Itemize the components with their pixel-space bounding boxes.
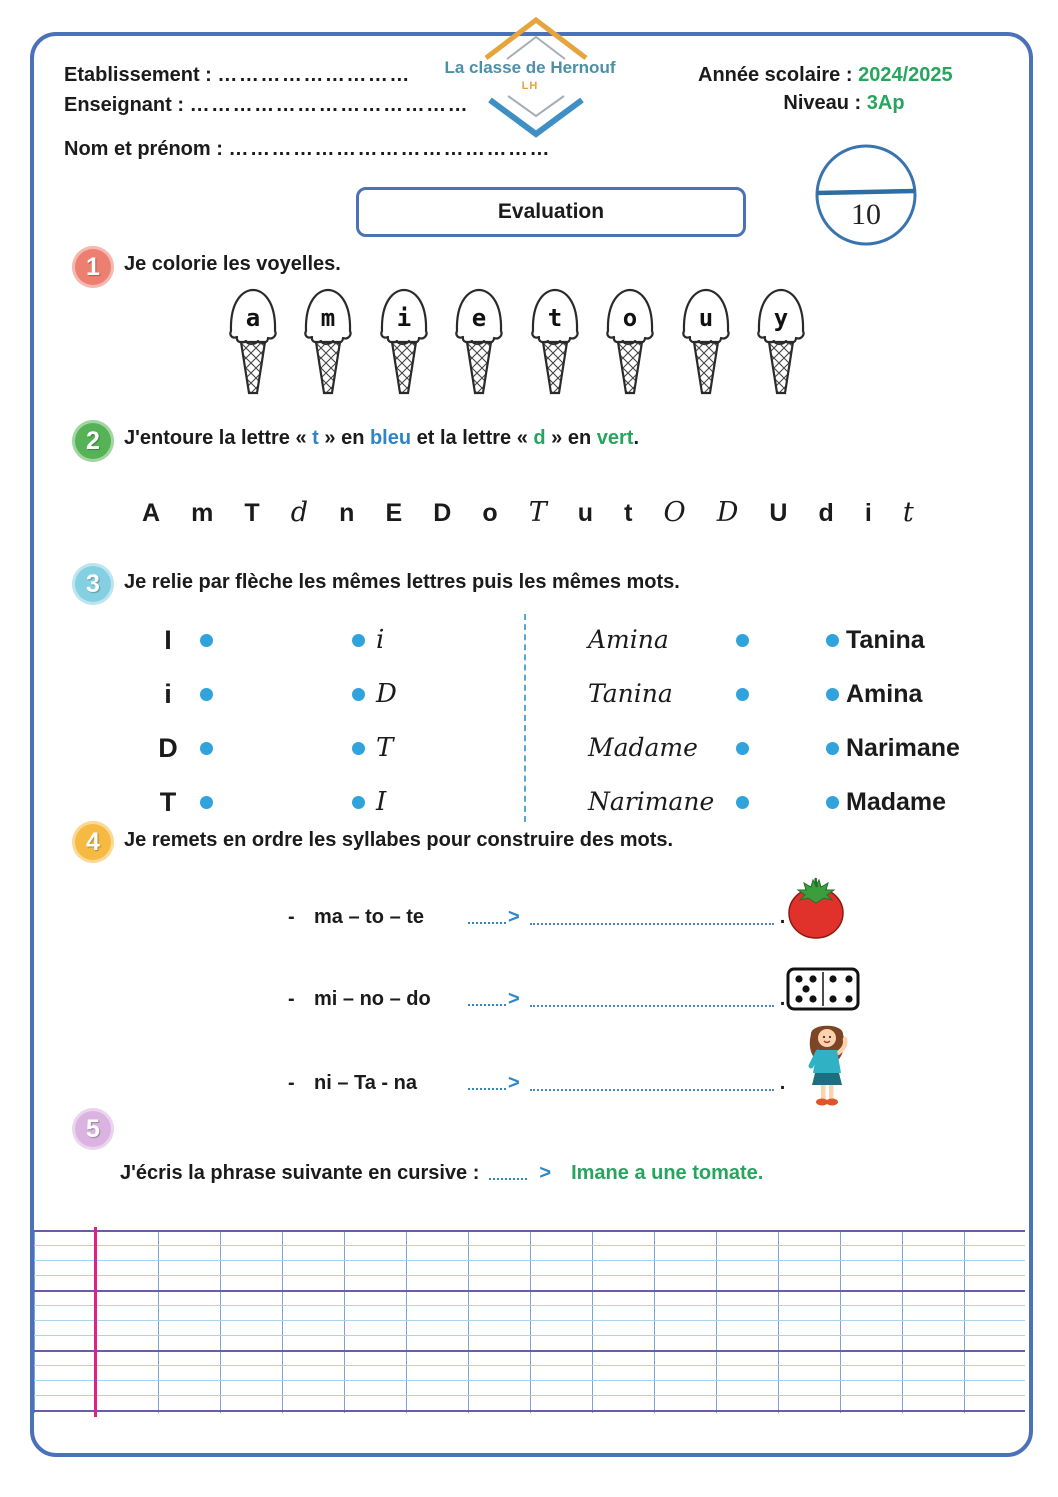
connector-dot xyxy=(352,742,365,755)
evaluation-title-box xyxy=(356,187,746,237)
cursive-word: Tanina xyxy=(588,679,673,708)
answer-period: . xyxy=(779,905,786,928)
exercise5-row xyxy=(120,1162,763,1185)
ice-cream-cone-icon xyxy=(221,283,285,397)
matching-row xyxy=(0,726,1058,770)
field-etablissement-label: Etablissement : xyxy=(64,64,212,86)
sentence-to-copy: Imane a une tomate. xyxy=(571,1162,764,1184)
logo-chevron-down-icon xyxy=(478,94,594,138)
letter-item: D xyxy=(433,499,452,527)
letter-item-cursive: d xyxy=(290,497,309,528)
connector-dot xyxy=(736,742,749,755)
score-circle xyxy=(812,142,920,250)
letter-item-cursive: O xyxy=(663,497,686,528)
connector-dot xyxy=(200,742,213,755)
field-enseignant-label: Enseignant : xyxy=(64,94,185,116)
letter-item: E xyxy=(385,499,403,527)
print-letter: D xyxy=(158,733,178,763)
letter-item: o xyxy=(482,499,498,527)
logo-title: La classe de Hernouf xyxy=(444,58,616,77)
letter-item: d xyxy=(818,499,834,527)
dotted-arrow xyxy=(468,911,506,924)
year-line xyxy=(698,64,990,87)
connector-dot xyxy=(826,796,839,809)
writing-lines xyxy=(34,1230,1025,1413)
dash: - xyxy=(288,905,295,928)
exercise5-badge: 5 xyxy=(72,1108,114,1150)
ice-cream-cone-icon xyxy=(296,283,360,397)
exercise2-statement xyxy=(124,427,639,450)
letter-item: T xyxy=(244,499,260,527)
letter-item: A xyxy=(142,499,161,527)
exercise4-badge: 4 xyxy=(72,821,114,863)
print-word: Tanina xyxy=(846,626,925,654)
letter-item: U xyxy=(769,499,788,527)
arrowhead-icon: > xyxy=(508,987,520,1010)
exercise2-badge: 2 xyxy=(72,420,114,462)
letter-item: i xyxy=(864,499,872,527)
print-letter: i xyxy=(164,679,172,709)
exercise1-badge: 1 xyxy=(72,246,114,288)
stmt2-part2: » en xyxy=(318,427,370,449)
connector-dot xyxy=(200,634,213,647)
cursive-word: Madame xyxy=(588,733,698,762)
letter-item: n xyxy=(339,499,355,527)
cone-letter: i xyxy=(396,304,412,332)
field-enseignant-blank: ………………………………… xyxy=(189,94,470,116)
exercise1-statement: Je colorie les voyelles. xyxy=(124,253,341,275)
dotted-arrow xyxy=(468,1077,506,1090)
level-value: 3Ap xyxy=(866,92,905,114)
exercise3-badge: 3 xyxy=(72,563,114,605)
ice-cream-cone-icon xyxy=(598,283,662,397)
cursive-word: Amina xyxy=(588,625,669,654)
syllable-row xyxy=(288,982,785,1016)
dotted-arrow xyxy=(468,993,506,1006)
stmt2-letter-t: t xyxy=(312,427,319,449)
ice-cream-row xyxy=(221,283,813,397)
answer-period: . xyxy=(779,987,786,1010)
evaluation-title: Evaluation xyxy=(497,200,605,223)
cursive-letter: i xyxy=(376,625,385,655)
syllables: ni – Ta - na xyxy=(314,1071,417,1094)
connector-dot xyxy=(736,688,749,701)
letter-item-cursive: T xyxy=(528,497,547,528)
cone-letter: e xyxy=(472,304,487,332)
answer-period: . xyxy=(779,1071,786,1094)
field-nom-prenom-label: Nom et prénom : xyxy=(64,138,223,160)
dash: - xyxy=(288,1071,295,1094)
print-word: Narimane xyxy=(846,734,960,762)
cone-letter: u xyxy=(698,304,713,332)
matching-row xyxy=(0,618,1058,662)
stmt2-word-bleu: bleu xyxy=(369,427,412,449)
syllable-row xyxy=(288,900,785,934)
letters-to-circle-row xyxy=(142,497,914,528)
cone-letter: o xyxy=(622,304,638,332)
connector-dot xyxy=(200,796,213,809)
letter-item-cursive: t xyxy=(902,497,914,528)
arrowhead-icon: > xyxy=(508,1071,520,1094)
cursive-letter: D xyxy=(376,679,397,709)
syllable-row xyxy=(288,1066,785,1100)
logo-chevron-up-icon xyxy=(460,14,612,60)
field-etablissement-blank: ……………………… xyxy=(217,64,411,86)
dash: - xyxy=(288,987,295,1010)
tomato-icon xyxy=(786,874,846,940)
cursive-letter: T xyxy=(376,733,394,763)
letter-item: m xyxy=(191,499,214,527)
print-word: Amina xyxy=(846,680,923,708)
field-nom-prenom xyxy=(64,138,551,161)
stmt2-part4: » en xyxy=(545,427,597,449)
cone-letter: a xyxy=(245,304,261,332)
connector-dot xyxy=(352,688,365,701)
stmt2-part3: et la lettre « xyxy=(411,427,534,449)
syllables: mi – no – do xyxy=(314,987,431,1010)
ice-cream-cone-icon xyxy=(674,283,738,397)
logo-initials: LH xyxy=(521,80,539,92)
ice-cream-cone-icon xyxy=(523,283,587,397)
stmt2-letter-d: d xyxy=(533,427,546,449)
cone-letter: y xyxy=(773,304,789,332)
margin-line xyxy=(94,1227,97,1417)
letter-item-cursive: D xyxy=(716,497,739,528)
stmt2-part5: . xyxy=(633,427,639,449)
stmt2-part1: J'entoure la lettre « xyxy=(124,427,313,449)
connector-dot xyxy=(352,634,365,647)
connector-dot xyxy=(736,796,749,809)
field-enseignant xyxy=(64,94,469,117)
dotted-arrow xyxy=(489,1167,527,1180)
year-value: 2024/2025 xyxy=(858,64,953,86)
ice-cream-cone-icon xyxy=(372,283,436,397)
ice-cream-cone-icon xyxy=(447,283,511,397)
print-letter: I xyxy=(164,625,172,655)
field-etablissement xyxy=(64,64,411,87)
matching-row xyxy=(0,672,1058,716)
answer-line xyxy=(530,992,774,1007)
letter-item: t xyxy=(624,499,633,527)
answer-line xyxy=(530,910,774,925)
field-nom-prenom-blank: ……………………………………… xyxy=(228,138,551,160)
cone-letter: t xyxy=(547,304,562,332)
letter-item: u xyxy=(577,499,594,527)
connector-dot xyxy=(826,634,839,647)
connector-dot xyxy=(352,796,365,809)
cursive-letter: I xyxy=(376,787,387,817)
domino-icon xyxy=(786,966,860,1012)
cursive-word: Narimane xyxy=(588,787,715,816)
level-line xyxy=(698,92,990,115)
exercise3-statement: Je relie par flèche les mêmes lettres puis les mêmes mots. xyxy=(124,571,680,593)
arrowhead-icon: > xyxy=(539,1162,552,1184)
girl-icon xyxy=(797,1020,857,1108)
answer-line xyxy=(530,1076,774,1091)
year-label: Année scolaire : xyxy=(698,64,853,86)
print-letter: T xyxy=(159,787,177,817)
level-label: Niveau : xyxy=(783,92,862,114)
connector-dot xyxy=(826,688,839,701)
score-denominator: 10 xyxy=(851,198,881,231)
arrowhead-icon: > xyxy=(508,905,520,928)
ice-cream-cone-icon xyxy=(749,283,813,397)
syllables: ma – to – te xyxy=(314,905,425,928)
connector-dot xyxy=(200,688,213,701)
connector-dot xyxy=(826,742,839,755)
exercise5-prompt: J'écris la phrase suivante en cursive : xyxy=(120,1162,480,1184)
school-year-info xyxy=(698,64,990,115)
matching-row xyxy=(0,780,1058,824)
exercise4-statement: Je remets en ordre les syllabes pour construire des mots. xyxy=(124,829,674,851)
connector-dot xyxy=(736,634,749,647)
cone-letter: m xyxy=(321,304,336,332)
print-word: Madame xyxy=(846,788,947,816)
stmt2-word-vert: vert xyxy=(596,427,634,449)
